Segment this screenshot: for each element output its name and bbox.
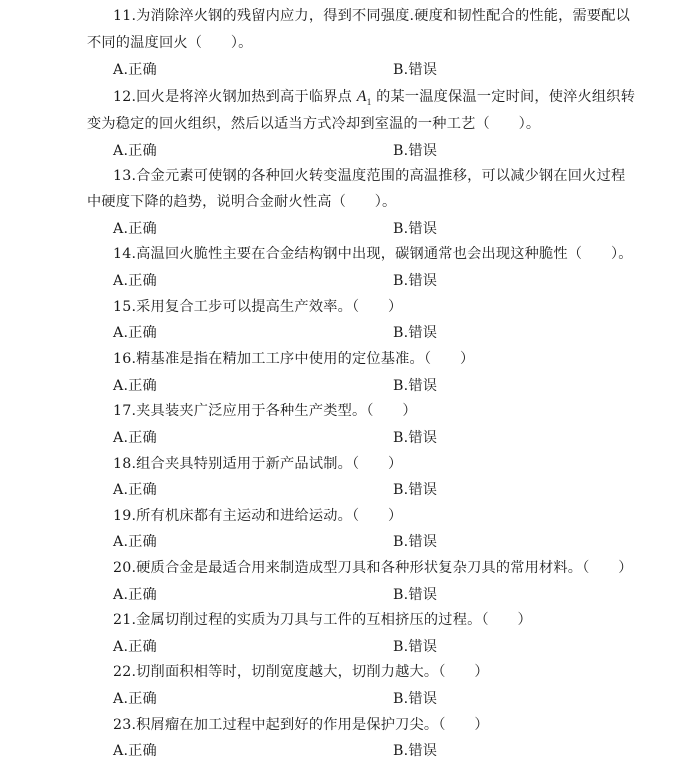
question-21-text-line-1: 21.金属切削过程的实质为刀具与工件的互相挤压的过程。（ ） (113, 612, 532, 628)
question-18-option-b[interactable]: B.错误 (393, 482, 438, 498)
question-14-text-line-1: 14.高温回火脆性主要在合金结构钢中出现，碳钢通常也会出现这种脆性（ ）。 (113, 246, 633, 262)
question-11-option-a[interactable]: A.正确 (113, 62, 157, 78)
question-19-option-b[interactable]: B.错误 (393, 534, 438, 550)
critical-point-symbol (356, 88, 372, 108)
question-20-option-a[interactable]: A.正确 (113, 587, 157, 603)
question-23-option-a[interactable]: A.正确 (113, 743, 157, 759)
question-21-option-a[interactable]: A.正确 (113, 639, 157, 655)
question-13-text-line-2: 中硬度下降的趋势，说明合金耐火性高（ ）。 (87, 194, 397, 210)
question-12-text-line-2: 变为稳定的回火组织，然后以适当方式冷却到室温的一种工艺（ ）。 (87, 116, 541, 132)
question-12-option-a[interactable]: A.正确 (113, 143, 157, 159)
question-12-text-line-1 (113, 88, 635, 111)
critical-point-letter: A (356, 88, 367, 105)
question-11-option-b[interactable]: B.错误 (393, 62, 438, 78)
question-15-option-a[interactable]: A.正确 (113, 325, 157, 341)
question-17-option-b[interactable]: B.错误 (393, 430, 438, 446)
question-19-text-line-1: 19.所有机床都有主运动和进给运动。（ ） (113, 508, 403, 524)
question-23-option-b[interactable]: B.错误 (393, 743, 438, 759)
critical-point-subscript: 1 (366, 97, 372, 108)
question-20-option-b[interactable]: B.错误 (393, 587, 438, 603)
question-13-option-b[interactable]: B.错误 (393, 221, 438, 237)
question-12-text-after-symbol: 的某一温度保温一定时间，使淬火组织转 (376, 89, 636, 105)
question-22-option-a[interactable]: A.正确 (113, 691, 157, 707)
question-15-option-b[interactable]: B.错误 (393, 325, 438, 341)
question-12-option-b[interactable]: B.错误 (393, 143, 438, 159)
question-20-text-line-1: 20.硬质合金是最适合用来制造成型刀具和各种形状复杂刀具的常用材料。（ ） (113, 560, 633, 576)
question-11-text-line-2: 不同的温度回火（ ）。 (87, 35, 253, 51)
question-17-option-a[interactable]: A.正确 (113, 430, 157, 446)
question-18-text-line-1: 18.组合夹具特别适用于新产品试制。（ ） (113, 456, 403, 472)
question-16-text-line-1: 16.精基准是指在精加工工序中使用的定位基准。（ ） (113, 351, 475, 367)
question-12-text-before-symbol: 12.回火是将淬火钢加热到高于临界点 (113, 89, 352, 105)
question-13-text-line-1: 13.合金元素可使钢的各种回火转变温度范围的高温推移，可以减少钢在回火过程 (113, 168, 626, 184)
question-14-option-b[interactable]: B.错误 (393, 273, 438, 289)
question-23-text-line-1: 23.积屑瘤在加工过程中起到好的作用是保护刀尖。（ ） (113, 717, 489, 733)
question-16-option-b[interactable]: B.错误 (393, 378, 438, 394)
question-22-option-b[interactable]: B.错误 (393, 691, 438, 707)
question-15-text-line-1: 15.采用复合工步可以提高生产效率。（ ） (113, 299, 403, 315)
question-17-text-line-1: 17.夹具装夹广泛应用于各种生产类型。（ ） (113, 403, 417, 419)
question-14-option-a[interactable]: A.正确 (113, 273, 157, 289)
question-11-text-line-1: 11.为消除淬火钢的残留内应力，得到不同强度.硬度和韧性配合的性能，需要配以 (113, 8, 631, 24)
question-21-option-b[interactable]: B.错误 (393, 639, 438, 655)
question-18-option-a[interactable]: A.正确 (113, 482, 157, 498)
question-22-text-line-1: 22.切削面积相等时，切削宽度越大，切削力越大。（ ） (113, 664, 489, 680)
question-13-option-a[interactable]: A.正确 (113, 221, 157, 237)
question-19-option-a[interactable]: A.正确 (113, 534, 157, 550)
question-16-option-a[interactable]: A.正确 (113, 378, 157, 394)
